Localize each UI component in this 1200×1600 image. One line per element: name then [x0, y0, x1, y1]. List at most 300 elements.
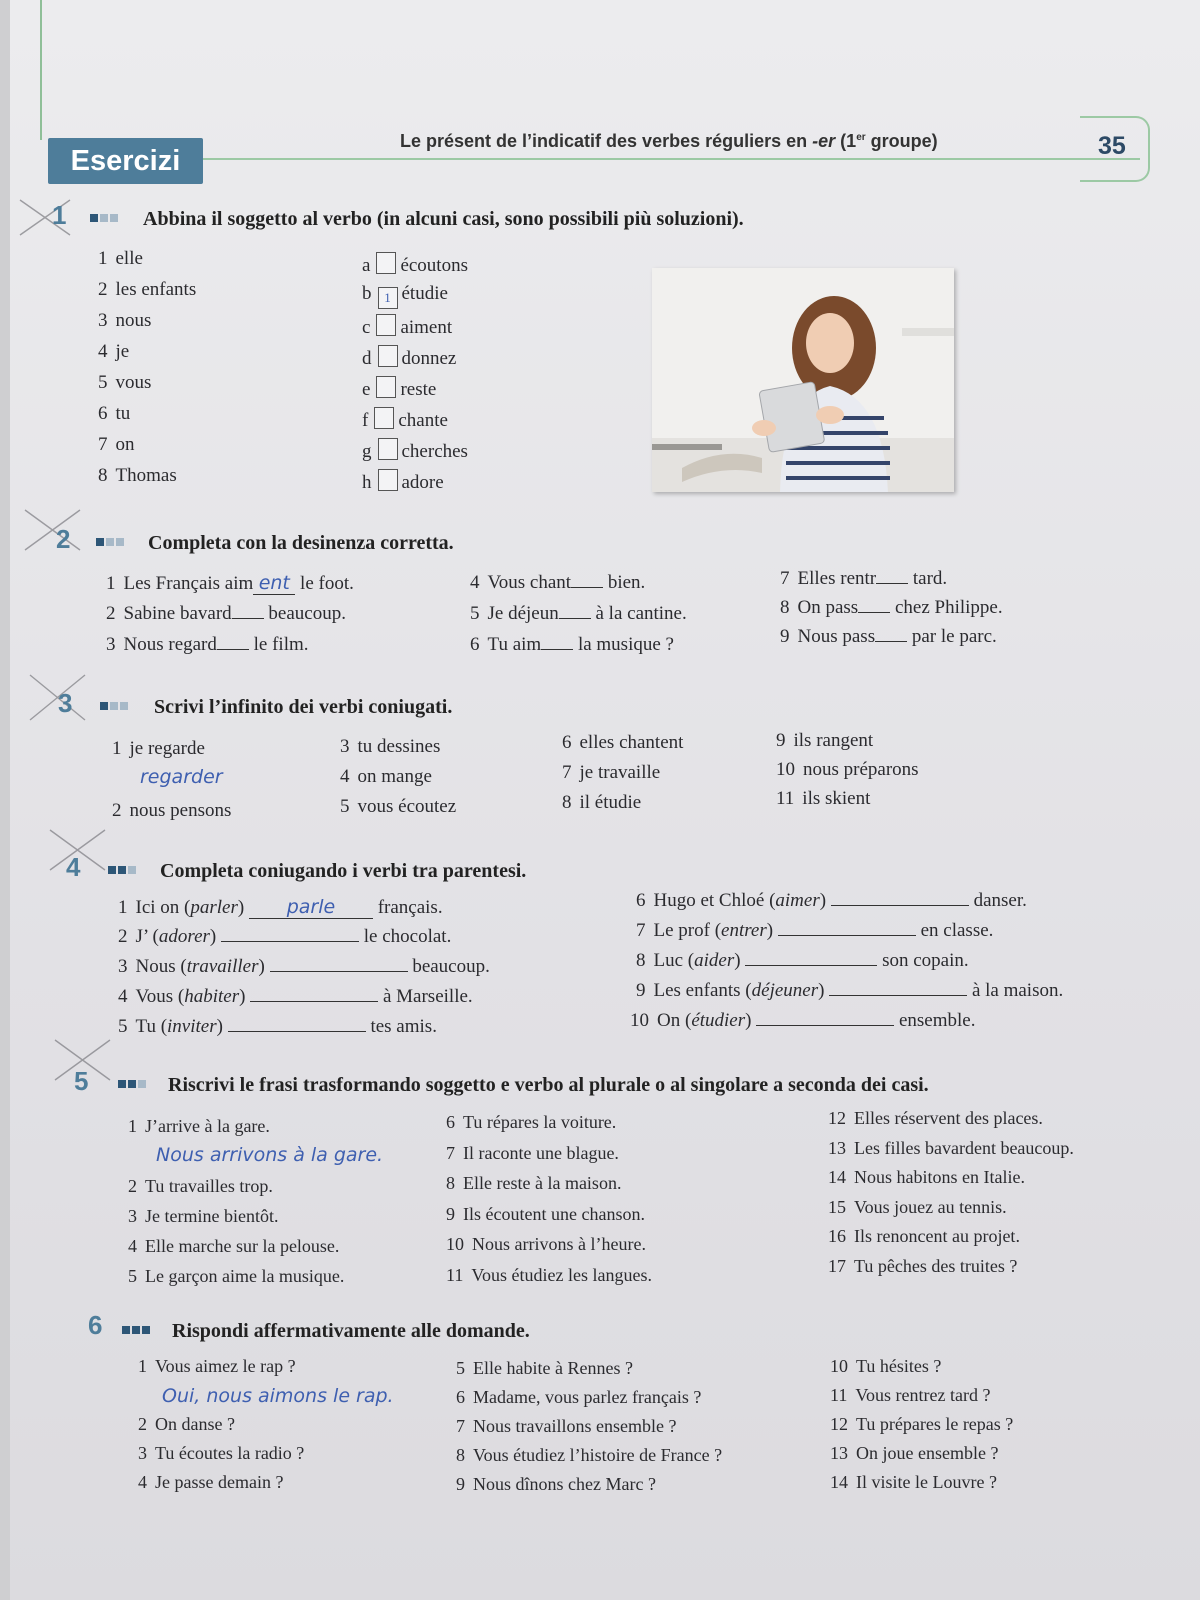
- exercise-number: 1: [52, 200, 67, 230]
- item-number: 7: [636, 920, 646, 941]
- fill-in-item: [106, 634, 309, 656]
- list-item: [562, 792, 641, 814]
- item-text: Tu écoutes la radio ?: [155, 1443, 305, 1463]
- option-letter: b: [362, 283, 372, 304]
- item-text: vous: [115, 372, 152, 393]
- answer-blank[interactable]: [270, 971, 408, 972]
- list-item: [138, 1472, 283, 1493]
- list-item: [828, 1197, 1007, 1218]
- answer-blank[interactable]: [756, 1025, 894, 1026]
- fill-in-item: [636, 980, 1063, 1002]
- fill-in-item: [118, 986, 473, 1008]
- fill-in-item: [118, 956, 490, 978]
- item-number: 14: [828, 1167, 846, 1187]
- answer-blank[interactable]: [876, 583, 908, 584]
- item-number: 5: [98, 372, 108, 393]
- item-text: Elle marche sur la pelouse.: [145, 1236, 340, 1256]
- option-letter: d: [362, 348, 372, 369]
- item-number: 1: [112, 738, 122, 759]
- match-option: [362, 376, 436, 401]
- answer-checkbox[interactable]: [376, 376, 396, 398]
- answer-blank[interactable]: [858, 612, 890, 613]
- item-text: Tu hésites ?: [856, 1356, 942, 1376]
- photo-girl-with-tablet: [652, 268, 954, 492]
- item-rest: à la maison.: [967, 980, 1064, 1001]
- answer-checkbox[interactable]: [376, 314, 396, 336]
- answer-blank[interactable]: [541, 649, 573, 650]
- item-text: Vous rentrez tard ?: [855, 1385, 991, 1405]
- item-number: 3: [98, 310, 108, 331]
- item-stem: Elles rentr: [797, 568, 877, 589]
- item-subject: On (: [657, 1010, 692, 1031]
- item-text: je: [115, 341, 130, 362]
- exercise-title: Completa coniugando i verbi tra parentesi.: [160, 860, 527, 882]
- item-number: 8: [562, 792, 572, 813]
- item-text: Je passe demain ?: [155, 1472, 284, 1492]
- page-number: 35: [1098, 132, 1126, 160]
- list-item: [128, 1236, 339, 1257]
- infinitive-verb: entrer: [721, 920, 767, 941]
- item-number: 10: [830, 1356, 848, 1376]
- list-item: [340, 766, 432, 788]
- item-text: Madame, vous parlez français ?: [473, 1387, 702, 1407]
- list-item: [446, 1112, 616, 1133]
- item-paren: ): [209, 926, 221, 947]
- chapter-title: Le présent de l’indicatif des verbes réguliers en -er (1er groupe): [400, 131, 938, 151]
- list-item: [98, 248, 143, 270]
- item-number: 6: [562, 732, 572, 753]
- item-text: vous écoutez: [357, 796, 457, 817]
- list-item: [128, 1176, 273, 1197]
- list-item: [138, 1356, 296, 1377]
- list-item: [98, 310, 151, 332]
- item-subject: Vous (: [135, 986, 185, 1007]
- fill-in-item: [106, 603, 346, 625]
- item-rest: le film.: [248, 634, 309, 655]
- item-paren: ): [745, 1010, 757, 1031]
- item-number: 7: [456, 1416, 465, 1436]
- item-number: 9: [780, 626, 790, 647]
- item-rest: à la cantine.: [590, 603, 687, 624]
- match-option: [362, 283, 448, 309]
- answer-blank[interactable]: [559, 618, 591, 619]
- list-item: [828, 1167, 1025, 1188]
- answer-checkbox[interactable]: [378, 345, 398, 367]
- item-number: 6: [636, 890, 646, 911]
- answer-blank[interactable]: [571, 587, 603, 588]
- option-letter: c: [362, 317, 371, 338]
- option-letter: g: [362, 441, 372, 462]
- item-text: Tu pêches des truites ?: [854, 1255, 1018, 1276]
- item-number: 8: [636, 950, 646, 971]
- item-number: 1: [138, 1356, 147, 1376]
- item-number: 2: [98, 279, 108, 300]
- item-number: 4: [118, 986, 128, 1007]
- item-rest: tard.: [908, 568, 948, 589]
- infinitive-verb: adorer: [158, 926, 210, 947]
- list-item: [98, 403, 130, 425]
- answer-blank[interactable]: [831, 905, 969, 906]
- item-number: 10: [776, 759, 795, 780]
- infinitive-verb: inviter: [167, 1016, 217, 1037]
- list-item: [128, 1116, 270, 1137]
- item-text: Je termine bientôt.: [145, 1206, 279, 1226]
- answer-blank[interactable]: ent: [253, 572, 295, 595]
- item-number: 6: [456, 1387, 465, 1407]
- list-item: [830, 1443, 998, 1464]
- item-rest: bien.: [603, 572, 646, 593]
- item-number: 13: [830, 1443, 848, 1463]
- match-option: [362, 438, 468, 463]
- item-number: 1: [106, 573, 116, 594]
- item-text: elle: [115, 248, 143, 269]
- item-paren: ): [766, 920, 778, 941]
- answer-checkbox[interactable]: [374, 407, 394, 429]
- item-number: 2: [106, 603, 116, 624]
- item-number: 5: [118, 1016, 128, 1037]
- list-item: [112, 738, 205, 760]
- list-item: [828, 1138, 1074, 1159]
- list-item: [776, 759, 919, 781]
- item-text: Il raconte une blague.: [463, 1142, 619, 1163]
- item-stem: Les Français aim: [123, 573, 254, 594]
- exercise-number: 2: [56, 524, 71, 554]
- item-text: Tu travailles trop.: [145, 1176, 273, 1196]
- fill-in-item: [780, 626, 997, 648]
- fill-in-item: [106, 572, 354, 595]
- list-item: [776, 788, 870, 810]
- item-rest: français.: [372, 897, 443, 918]
- item-rest: danser.: [968, 890, 1027, 911]
- item-text: Elle habite à Rennes ?: [473, 1358, 633, 1378]
- item-text: Elles réservent des places.: [854, 1108, 1043, 1128]
- exercise-number: 6: [88, 1310, 103, 1340]
- item-text: tu dessines: [357, 736, 441, 757]
- item-text: ils skient: [802, 788, 871, 809]
- item-rest: ensemble.: [894, 1010, 976, 1031]
- item-number: 16: [828, 1226, 846, 1246]
- handwritten-answer: regarder: [140, 766, 223, 788]
- item-number: 1: [98, 248, 108, 269]
- list-item: [446, 1265, 652, 1286]
- item-number: 2: [112, 800, 122, 821]
- difficulty-indicator: [100, 702, 128, 710]
- item-number: 11: [776, 788, 795, 809]
- difficulty-indicator: [122, 1326, 150, 1334]
- item-stem: Vous chant: [487, 572, 572, 593]
- item-text: nous: [115, 310, 152, 331]
- list-item: [456, 1358, 633, 1379]
- handwritten-answer: Nous arrivons à la gare.: [156, 1144, 384, 1166]
- item-subject: Hugo et Chloé (: [653, 890, 776, 911]
- section-label: Esercizi: [48, 138, 203, 184]
- answer-checkbox[interactable]: [378, 469, 398, 491]
- item-number: 4: [470, 572, 480, 593]
- list-item: [446, 1143, 619, 1164]
- infinitive-verb: déjeuner: [751, 980, 819, 1001]
- fill-in-item: [630, 1010, 975, 1032]
- exercise-title: Completa con la desinenza corretta.: [148, 532, 454, 554]
- infinitive-verb: habiter: [184, 986, 240, 1007]
- item-text: Tu répares la voiture.: [463, 1112, 617, 1132]
- item-subject: Nous (: [135, 956, 187, 977]
- item-number: 5: [456, 1358, 465, 1378]
- list-item: [98, 341, 129, 363]
- answer-blank[interactable]: [221, 941, 359, 942]
- list-item: [830, 1356, 941, 1377]
- match-option: [362, 252, 468, 277]
- item-text: Le garçon aime la musique.: [145, 1266, 345, 1286]
- list-item: [446, 1234, 646, 1255]
- list-item: [128, 1266, 344, 1287]
- option-verb: donnez: [401, 348, 457, 369]
- fill-in-item: [118, 1016, 437, 1038]
- item-stem: Nous pass: [797, 626, 876, 647]
- handwritten-answer: Oui, nous aimons le rap.: [162, 1385, 394, 1407]
- item-number: 8: [98, 465, 108, 486]
- answer-blank[interactable]: [778, 935, 916, 936]
- item-text: Vous aimez le rap ?: [155, 1356, 296, 1376]
- item-subject: J’ (: [135, 926, 159, 947]
- item-number: 7: [446, 1142, 455, 1163]
- exercise-number: 4: [66, 852, 81, 882]
- item-subject: Le prof (: [653, 920, 722, 941]
- list-item: [138, 1414, 235, 1435]
- list-item: [830, 1472, 997, 1493]
- list-item: [562, 762, 660, 784]
- infinitive-verb: travailler: [186, 956, 259, 977]
- match-option: [362, 469, 444, 494]
- item-number: 9: [446, 1203, 455, 1224]
- item-text: Thomas: [115, 465, 177, 486]
- item-number: 10: [630, 1010, 649, 1031]
- item-number: 1: [128, 1116, 137, 1136]
- option-letter: h: [362, 472, 372, 493]
- answer-checkbox[interactable]: 1: [378, 287, 398, 309]
- list-item: [828, 1256, 1017, 1277]
- item-number: 3: [340, 736, 350, 757]
- fill-in-item: [118, 926, 451, 948]
- option-verb: écoutons: [400, 255, 468, 276]
- item-number: 8: [456, 1445, 465, 1465]
- item-number: 9: [776, 730, 786, 751]
- item-stem: Sabine bavard: [123, 603, 232, 624]
- item-text: Tu prépares le repas ?: [856, 1414, 1014, 1434]
- list-item: [456, 1445, 722, 1466]
- answer-blank[interactable]: [745, 965, 877, 966]
- item-rest: le chocolat.: [359, 926, 452, 947]
- answer-blank[interactable]: [250, 1001, 378, 1002]
- item-paren: ): [819, 890, 831, 911]
- item-subject: Les enfants (: [653, 980, 752, 1001]
- exercise-title: Abbina il soggetto al verbo (in alcuni casi, sono possibili più soluzioni).: [143, 208, 744, 230]
- item-number: 5: [470, 603, 480, 624]
- item-paren: ): [818, 980, 830, 1001]
- item-subject: Tu (: [135, 1016, 168, 1037]
- item-rest: par le parc.: [907, 626, 997, 647]
- item-number: 4: [138, 1472, 147, 1492]
- list-item: [138, 1443, 304, 1464]
- difficulty-indicator: [108, 866, 136, 874]
- fill-in-item: [636, 950, 969, 972]
- answer-blank[interactable]: [217, 649, 249, 650]
- item-rest: à Marseille.: [378, 986, 473, 1007]
- infinitive-verb: parler: [190, 897, 238, 918]
- item-number: 7: [98, 434, 108, 455]
- item-number: 13: [828, 1137, 846, 1158]
- item-subject: Ici on (: [135, 897, 191, 918]
- item-number: 9: [636, 980, 646, 1001]
- item-number: 7: [562, 762, 572, 783]
- item-text: Nous dînons chez Marc ?: [473, 1474, 656, 1494]
- option-letter: e: [362, 379, 371, 400]
- item-text: Ils renoncent au projet.: [854, 1226, 1020, 1246]
- difficulty-indicator: [96, 538, 124, 546]
- item-number: 7: [780, 568, 790, 589]
- item-rest: beaucoup.: [407, 956, 490, 977]
- answer-blank[interactable]: [875, 641, 907, 642]
- exercise-title: Rispondi affermativamente alle domande.: [172, 1320, 530, 1342]
- list-item: [456, 1474, 656, 1495]
- item-text: Les filles bavardent beaucoup.: [854, 1137, 1074, 1158]
- option-verb: chante: [398, 410, 448, 431]
- item-text: Nous habitons en Italie.: [854, 1167, 1025, 1187]
- header-rule: [190, 158, 1140, 160]
- list-item: [98, 434, 135, 456]
- infinitive-verb: aimer: [775, 890, 820, 911]
- answer-blank[interactable]: parle: [249, 896, 373, 919]
- item-rest: chez Philippe.: [890, 597, 1003, 618]
- item-number: 4: [128, 1236, 137, 1256]
- item-text: nous pensons: [129, 800, 232, 821]
- item-rest: en classe.: [915, 920, 994, 941]
- list-item: [828, 1226, 1020, 1247]
- fill-in-item: [780, 597, 1003, 619]
- item-text: on: [115, 434, 135, 455]
- exercise-title: Riscrivi le frasi trasformando soggetto e verbo al plurale o al singolare a seconda dei casi.: [168, 1074, 929, 1096]
- item-number: 15: [828, 1196, 846, 1217]
- fill-in-item: [118, 896, 443, 919]
- item-rest: beaucoup.: [263, 603, 346, 624]
- item-number: 1: [118, 897, 128, 918]
- item-rest: tes amis.: [365, 1016, 437, 1037]
- item-number: 3: [128, 1206, 137, 1226]
- list-item: [112, 800, 231, 822]
- item-text: Elle reste à la maison.: [463, 1173, 622, 1193]
- item-number: 4: [340, 766, 350, 787]
- option-verb: reste: [400, 379, 437, 400]
- fill-in-item: [470, 603, 687, 625]
- item-text: Ils écoutent une chanson.: [463, 1203, 645, 1224]
- option-verb: adore: [401, 472, 444, 493]
- item-paren: ): [237, 897, 249, 918]
- item-text: il étudie: [579, 792, 642, 813]
- fill-in-item: [636, 890, 1027, 912]
- item-number: 14: [830, 1472, 848, 1492]
- item-stem: Je déjeun: [487, 603, 559, 624]
- list-item: [830, 1385, 990, 1406]
- item-stem: Tu aim: [487, 634, 542, 655]
- answer-checkbox[interactable]: [376, 252, 396, 274]
- exercise-number: 5: [74, 1066, 89, 1096]
- difficulty-indicator: [118, 1080, 146, 1088]
- item-rest: la musique ?: [573, 634, 674, 655]
- item-number: 5: [128, 1266, 137, 1286]
- item-text: Vous jouez au tennis.: [854, 1196, 1007, 1217]
- item-text: Il visite le Louvre ?: [856, 1472, 997, 1492]
- item-number: 3: [118, 956, 128, 977]
- item-stem: On pass: [797, 597, 859, 618]
- option-verb: aiment: [400, 317, 453, 338]
- match-option: [362, 314, 452, 339]
- fill-in-item: [636, 920, 993, 942]
- item-text: On danse ?: [155, 1414, 235, 1434]
- item-text: on mange: [357, 766, 432, 787]
- item-text: je regarde: [129, 738, 205, 759]
- item-number: 2: [138, 1414, 147, 1434]
- item-paren: ): [216, 1016, 228, 1037]
- item-number: 17: [828, 1255, 846, 1276]
- infinitive-verb: aider: [694, 950, 735, 971]
- answer-blank[interactable]: [232, 618, 264, 619]
- item-number: 12: [828, 1108, 846, 1128]
- list-item: [98, 465, 177, 487]
- textbook-page: [10, 0, 1200, 1600]
- fill-in-item: [780, 568, 947, 590]
- item-number: 11: [446, 1264, 464, 1285]
- item-number: 10: [446, 1234, 464, 1254]
- item-paren: ): [734, 950, 746, 971]
- exercise-title: Scrivi l’infinito dei verbi coniugati.: [154, 696, 453, 718]
- item-number: 8: [446, 1173, 455, 1193]
- item-paren: ): [239, 986, 251, 1007]
- item-text: les enfants: [115, 279, 197, 300]
- list-item: [98, 279, 196, 301]
- item-text: Nous arrivons à l’heure.: [472, 1234, 646, 1254]
- item-text: J’arrive à la gare.: [145, 1116, 270, 1136]
- item-number: 6: [470, 634, 480, 655]
- item-number: 5: [340, 796, 350, 817]
- list-item: [446, 1204, 645, 1225]
- answer-checkbox[interactable]: [378, 438, 398, 460]
- item-subject: Luc (: [653, 950, 695, 971]
- item-number: 11: [830, 1385, 848, 1405]
- item-text: je travaille: [579, 762, 661, 783]
- list-item: [340, 796, 456, 818]
- item-number: 12: [830, 1414, 848, 1434]
- difficulty-indicator: [90, 214, 118, 222]
- option-letter: f: [362, 410, 369, 431]
- list-item: [446, 1173, 621, 1194]
- answer-blank[interactable]: [829, 995, 967, 996]
- item-paren: ): [258, 956, 270, 977]
- list-item: [828, 1108, 1043, 1129]
- option-verb: étudie: [401, 283, 448, 304]
- margin-rule: [40, 0, 42, 140]
- fill-in-item: [470, 572, 645, 594]
- item-text: tu: [115, 403, 131, 424]
- item-text: Nous travaillons ensemble ?: [473, 1416, 677, 1436]
- answer-blank[interactable]: [228, 1031, 366, 1032]
- exercise-number: 3: [58, 688, 73, 718]
- item-number: 2: [118, 926, 128, 947]
- infinitive-verb: étudier: [691, 1010, 746, 1031]
- item-number: 6: [98, 403, 108, 424]
- option-verb: cherches: [401, 441, 468, 462]
- list-item: [340, 736, 440, 758]
- match-option: [362, 407, 448, 432]
- list-item: [456, 1387, 701, 1408]
